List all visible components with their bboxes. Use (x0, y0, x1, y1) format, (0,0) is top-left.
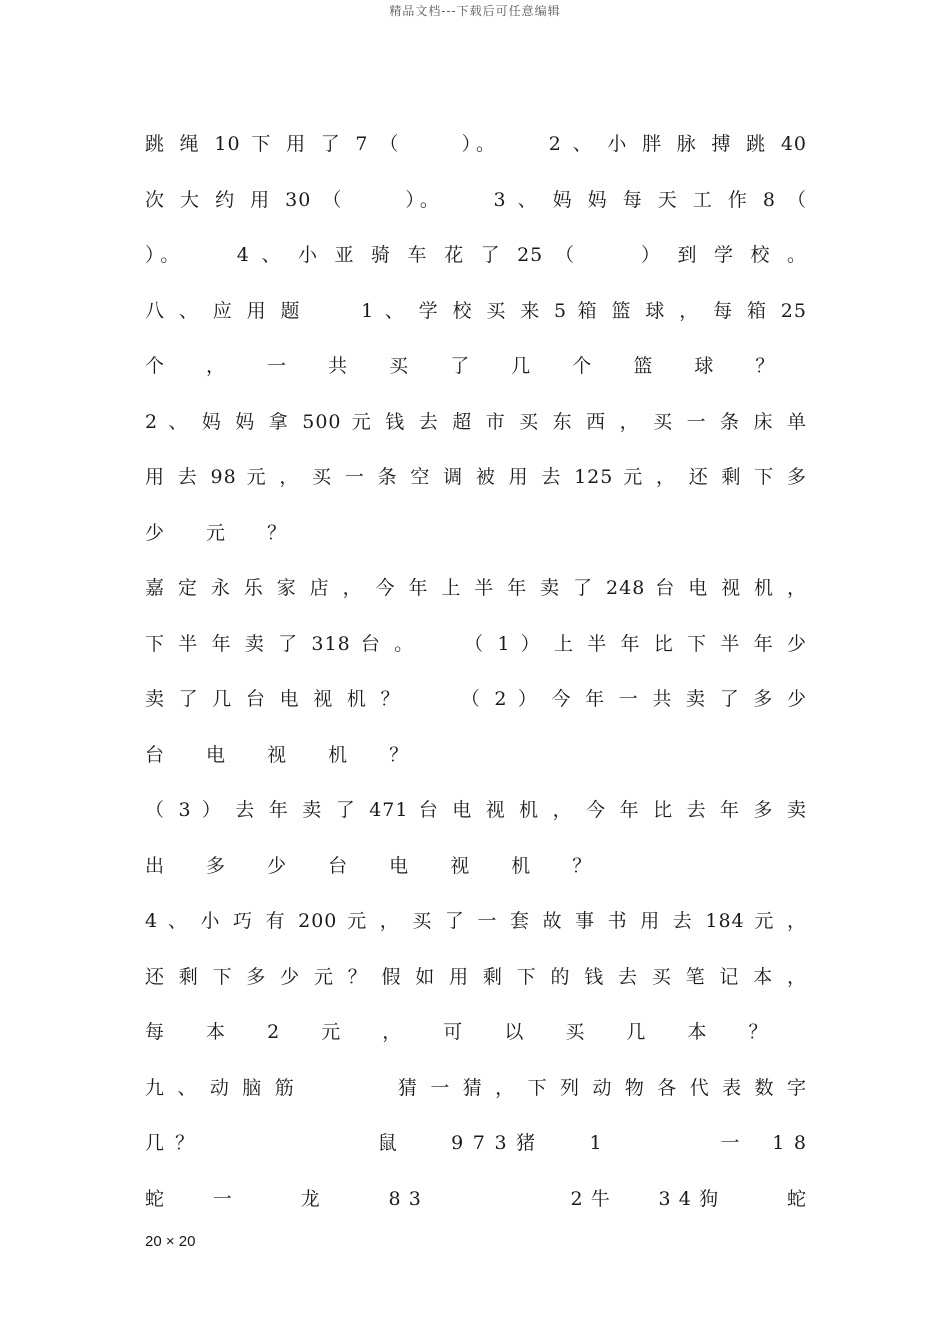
text-line: 几 ？ 鼠 9 7 3 猪 1 一 1 8 (145, 1132, 807, 1154)
text-line: 下 半 年 卖 了 318 台 。 （ 1 ） 上 半 年 比 下 半 年 少 (145, 632, 807, 655)
text-line: 台 电 视 机 ？ (145, 743, 427, 766)
text-line: （ 3 ） 去 年 卖 了 471 台 电 视 机 ， 今 年 比 去 年 多 卖 (145, 799, 807, 821)
text-line: 每 本 2 元 ， 可 以 买 几 本 ？ (145, 1021, 786, 1043)
document-body (145, 128, 807, 1238)
page-header: 精品文档---下载后可任意编辑 (389, 4, 561, 18)
text-line: 九 、 动 脑 筋 猜 一 猜 ， 下 列 动 物 各 代 表 数 字 (145, 1076, 807, 1099)
text-line: 蛇 一 龙 8 3 2 牛 3 4 狗 蛇 (145, 1187, 807, 1210)
text-line: 八 、 应 用 题 1 、 学 校 买 来 5 箱 篮 球 ， 每 箱 25 (145, 299, 807, 322)
text-line: 卖 了 几 台 电 视 机 ？ （ 2 ） 今 年 一 共 卖 了 多 少 (145, 688, 807, 710)
text-line: 4 、 小 巧 有 200 元 ， 买 了 一 套 故 事 书 用 去 184 元 ， (145, 910, 807, 932)
text-line: 嘉 定 永 乐 家 店 ， 今 年 上 半 年 卖 了 248 台 电 视 机 ， (145, 577, 807, 599)
text-line: 个 ， 一 共 买 了 几 个 篮 球 ？ (145, 355, 793, 377)
text-line: 还 剩 下 多 少 元 ？ 假 如 用 剩 下 的 钱 去 买 笔 记 本 ， (145, 965, 807, 988)
text-line: 次 大 约 用 30 （ ）。 3 、 妈 妈 每 天 工 作 8 （ (145, 188, 807, 211)
text-line: ）。 4 、 小 亚 骑 车 花 了 25 （ ） 到 学 校 。 (145, 244, 807, 266)
text-line: 少 元 ？ (145, 521, 305, 544)
text-line: 2 、 妈 妈 拿 500 元 钱 去 超 市 买 东 西 ， 买 一 条 床 单 (145, 410, 807, 433)
text-line: 用 去 98 元 ， 买 一 条 空 调 被 用 去 125 元 ， 还 剩 下 多 (145, 466, 807, 488)
text-line: 出 多 少 台 电 视 机 ？ (145, 854, 610, 877)
text-line: 跳 绳 10 下 用 了 7 （ ）。 2 、 小 胖 脉 搏 跳 40 (145, 133, 807, 155)
footer-note: 20 × 20 (145, 1233, 196, 1250)
